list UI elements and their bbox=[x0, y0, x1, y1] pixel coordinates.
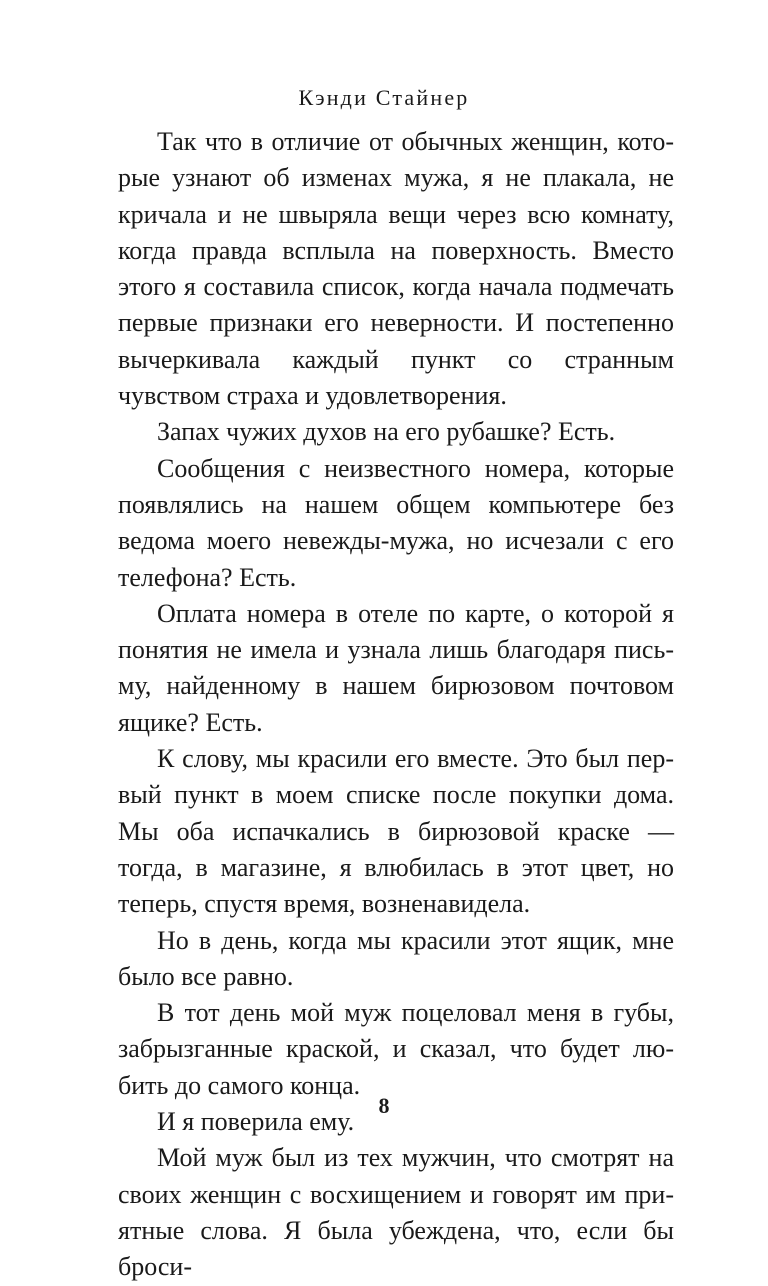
paragraph: Запах чужих духов на его рубашке? Есть. bbox=[157, 417, 616, 447]
paragraph: К слову, мы красили его вместе. Это был первый пункт в моем списке после покупки дома. Мы оба испачкались в бирюзовой краске — тогда, в магазине, я влюбилась в этот цвет, но теперь, спустя время, возненавидела. bbox=[118, 744, 674, 919]
paragraph: Оплата номера в отеле по карте, о которой я понятия не имела и узнала лишь благодаря письму, найденному в нашем бирюзовом почтовом ящике? Есть. bbox=[118, 598, 674, 737]
running-head-author: Кэнди Стайнер bbox=[298, 85, 470, 110]
paragraph: Мой муж был из тех мужчин, что смотрят на своих женщин с восхищением и говорят им приятные слова. Я была убеждена, что, если бы броси- bbox=[118, 1143, 674, 1282]
paragraph: В тот день мой муж поцеловал меня в губы, забрызганные краской, и сказал, что будет любить до самого конца. bbox=[118, 998, 674, 1100]
paragraph: Но в день, когда мы красили этот ящик, мне было все равно. bbox=[118, 925, 674, 991]
paragraph: Так что в отличие от обычных женщин, которые узнают об изменах мужа, я не плакала, не кричала и не швыряла вещи через всю комнату, когда правда всплыла на поверхность. Вместо этого я составила список, когда начала подмечать первые признаки его неверности. И постепенно вычеркивала каждый пункт со странным чувством страха и удовлетворения. bbox=[118, 127, 674, 411]
page-number: 8 bbox=[378, 1093, 390, 1118]
paragraph: Сообщения с неизвестного номера, которые появлялись на нашем общем компьютере без ведома моего невежды-мужа, но исчезали с его телефона? Есть. bbox=[118, 453, 674, 592]
paragraph: И я поверила ему. bbox=[157, 1107, 355, 1137]
